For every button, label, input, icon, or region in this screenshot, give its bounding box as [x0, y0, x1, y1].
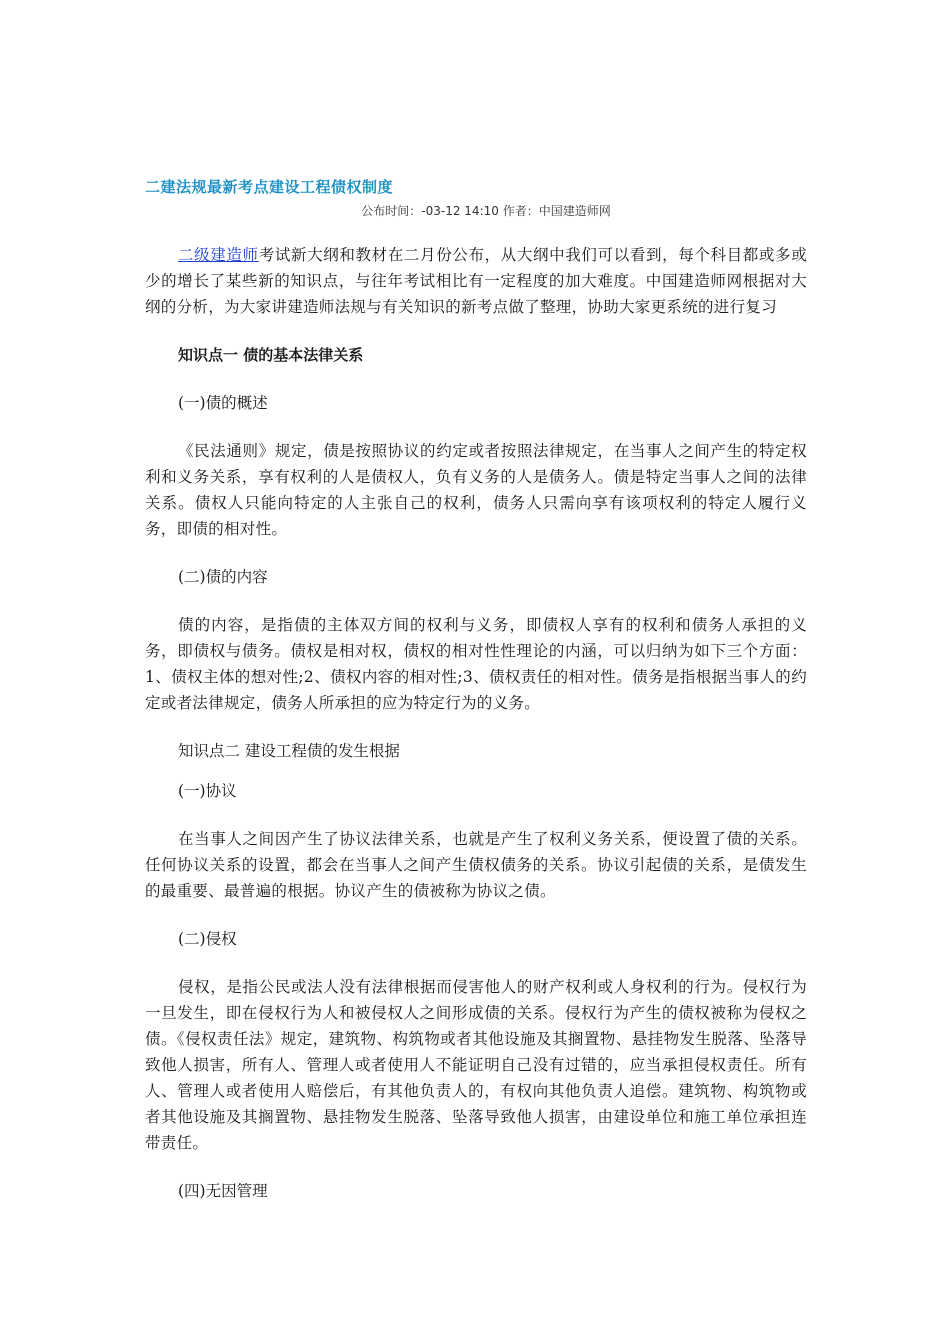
intro-paragraph [145, 242, 807, 320]
section-k1-s1-title: (一)债的概述 [178, 394, 268, 412]
section-k1-title: 知识点一 债的基本法律关系 [178, 346, 364, 364]
section-k1-s1-text: 《民法通则》规定，债是按照协议的约定或者按照法律规定，在当事人之间产生的特定权利和义务关系，享有权利的人是债权人，负有义务的人是债务人。债是特定当事人之间的法律关系。债权人只能向特定的人主张自己的权利，债务人只需向享有该项权利的特定人履行义务，即债的相对性。 [145, 442, 807, 538]
article-meta: 公布时间：-03-12 14:10 作者：中国建造师网 [361, 204, 611, 218]
section-k2-s1-title: (一)协议 [178, 782, 237, 800]
intro-text: 考试新大纲和教材在二月份公布，从大纲中我们可以看到，每个科目都或多或少的增长了某些新的知识点，与往年考试相比有一定程度的加大难度。中国建造师网根据对大纲的分析，为大家讲建造师法规与有关知识的新考点做了整理，协助大家更系统的进行复习 [145, 246, 807, 316]
section-k2-s4-title: (四)无因管理 [178, 1182, 268, 1200]
article-title: 二建法规最新考点建设工程债权制度 [145, 178, 394, 196]
section-k1-s2-title: (二)债的内容 [178, 568, 268, 586]
section-k2-s2-title: (二)侵权 [178, 930, 237, 948]
document-page [145, 176, 807, 1204]
intro-link[interactable]: 二级建造师 [178, 246, 259, 264]
section-k2-title: 知识点二 建设工程债的发生根据 [178, 742, 400, 760]
section-k2-s2-text: 侵权，是指公民或法人没有法律根据而侵害他人的财产权利或人身权利的行为。侵权行为一旦发生，即在侵权行为人和被侵权人之间形成债的关系。侵权行为产生的债权被称为侵权之债。《侵权责任法》规定，建筑物、构筑物或者其他设施及其搁置物、悬挂物发生脱落、坠落导致他人损害，所有人、管理人或者使用人不能证明自己没有过错的，应当承担侵权责任。所有人、管理人或者使用人赔偿后，有其他负责人的，有权向其他负责人追偿。建筑物、构筑物或者其他设施及其搁置物、悬挂物发生脱落、坠落导致他人损害，由建设单位和施工单位承担连带责任。 [145, 978, 807, 1152]
section-k1-s2-text: 债的内容，是指债的主体双方间的权利与义务，即债权人享有的权利和债务人承担的义务，即债权与债务。债权是相对权，债权的相对性性理论的内涵，可以归纳为如下三个方面：1、债权主体的想对性;2、债权内容的相对性;3、债权责任的相对性。债务是指根据当事人的约定或者法律规定，债务人所承担的应为特定行为的义务。 [145, 616, 807, 712]
section-k2-s1-text: 在当事人之间因产生了协议法律关系，也就是产生了权利义务关系，便设置了债的关系。任何协议关系的设置，都会在当事人之间产生债权债务的关系。协议引起债的关系，是债发生的最重要、最普遍的根据。协议产生的债被称为协议之债。 [145, 830, 807, 900]
